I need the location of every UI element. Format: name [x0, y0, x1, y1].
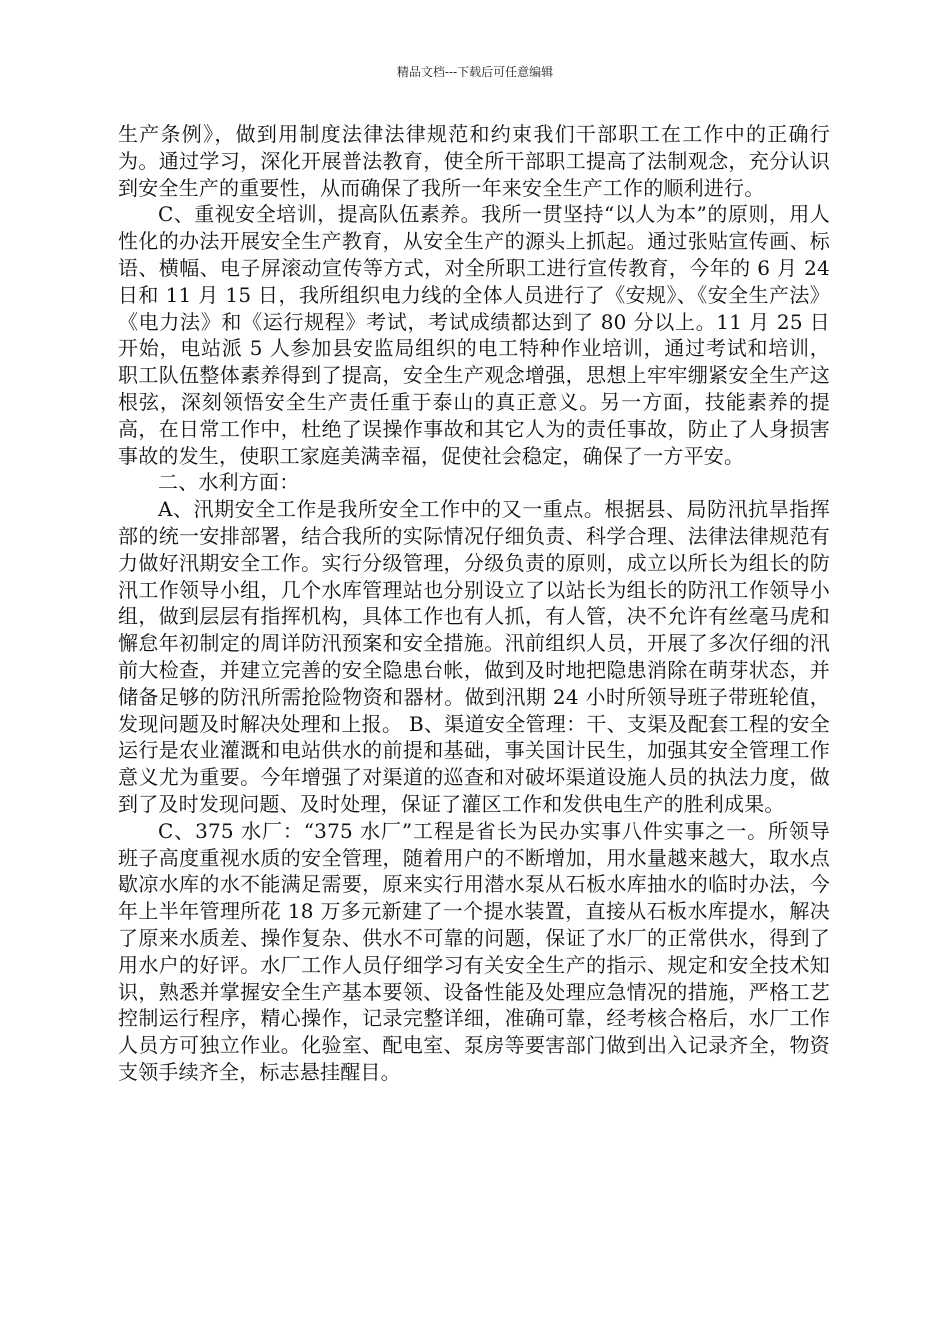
document-body — [118, 121, 830, 1086]
page-header: 精品文档---下载后可任意编辑 — [396, 65, 554, 79]
paragraph-continued: 生产条例》，做到用制度法律法律规范和约束我们干部职工在工作中的正确行为。通过学习，深化开展普法教育，使全所干部职工提高了法制观念，充分认识到安全生产的重要性，从而确保了我所一年来安全生产工作的顺利进行。 — [118, 122, 830, 200]
paragraph-water-plant: C、375 水厂：“375 水厂”工程是省长为民办实事八件实事之一。所领导班子高度重视水质的安全管理，随着用户的不断增加，用水量越来越大，取水点歇凉水库的水不能满足需要，原来实行用潜水泵从石板水库抽水的临时办法，今年上半年管理所花 18 万多元新建了一个提水装置，直接从石板水库提水，解决了原来水质差、操作复杂、供水不可靠的问题，保证了水厂的正常供水，得到了用水户的好评。水厂工作人员仔细学习有关安全生产的指示、规定和安全技术知识，熟悉并掌握安全生产基本要领、设备性能及处理应急情况的措施，严格工艺控制运行程序，精心操作，记录完整详细，准确可靠，经考核合格后，水厂工作人员方可独立作业。化验室、配电室、泵房等要害部门做到出入记录齐全，物资支领手续齐全，标志悬挂醒目。 — [118, 818, 830, 1084]
paragraph-flood-safety: A、汛期安全工作是我所安全工作中的又一重点。根据县、局防汛抗旱指挥部的统一安排部署，结合我所的实际情况仔细负责、科学合理、法律法律规范有力做好汛期安全工作。实行分级管理，分级负责的原则，成立以所长为组长的防汛工作领导小组，几个水库管理站也分别设立了以站长为组长的防汛工作领导小组，做到层层有指挥机构，具体工作也有人抓，有人管，决不允许有丝毫马虎和懈怠年初制定的周详防汛预案和安全措施。汛前组织人员，开展了多次仔细的汛前大检查，并建立完善的安全隐患台帐，做到及时地把隐患消除在萌芽状态，并储备足够的防汛所需抢险物资和器材。做到汛期 24 小时所领导班子带班轮值，发现问题及时解决处理和上报。 B、渠道安全管理：干、支渠及配套工程的安全运行是农业灌溉和电站供水的前提和基础，事关国计民生，加强其安全管理工作意义尤为重要。今年增强了对渠道的巡查和对破坏渠道设施人员的执法力度，做到了及时发现问题、及时处理，保证了灌区工作和发供电生产的胜利成果。 — [118, 497, 830, 816]
paragraph-safety-training: C、重视安全培训，提高队伍素养。我所一贯坚持“以人为本”的原则，用人性化的办法开展安全生产教育，从安全生产的源头上抓起。通过张贴宣传画、标语、横幅、电子屏滚动宣传等方式，对全所职工进行宣传教育，今年的 6 月 24 日和 11 月 15 日，我所组织电力线的全体人员进行了《安规》、《安全生产法》《电力法》和《运行规程》考试，考试成绩都达到了 80 分以上。11 月 25 日开始，电站派 5 人参加县安监局组织的电工特种作业培训，通过考试和培训，职工队伍整体素养得到了提高，安全生产观念增强，思想上牢牢绷紧安全生产这根弦，深刻领悟安全生产责任重于泰山的真正意义。另一方面，技能素养的提高，在日常工作中，杜绝了误操作事故和其它人为的责任事故，防止了人身损害事故的发生，使职工家庭美满幸福，促使社会稳定，确保了一方平安。 — [118, 202, 830, 468]
section-heading-water: 二、水利方面： — [158, 470, 300, 495]
